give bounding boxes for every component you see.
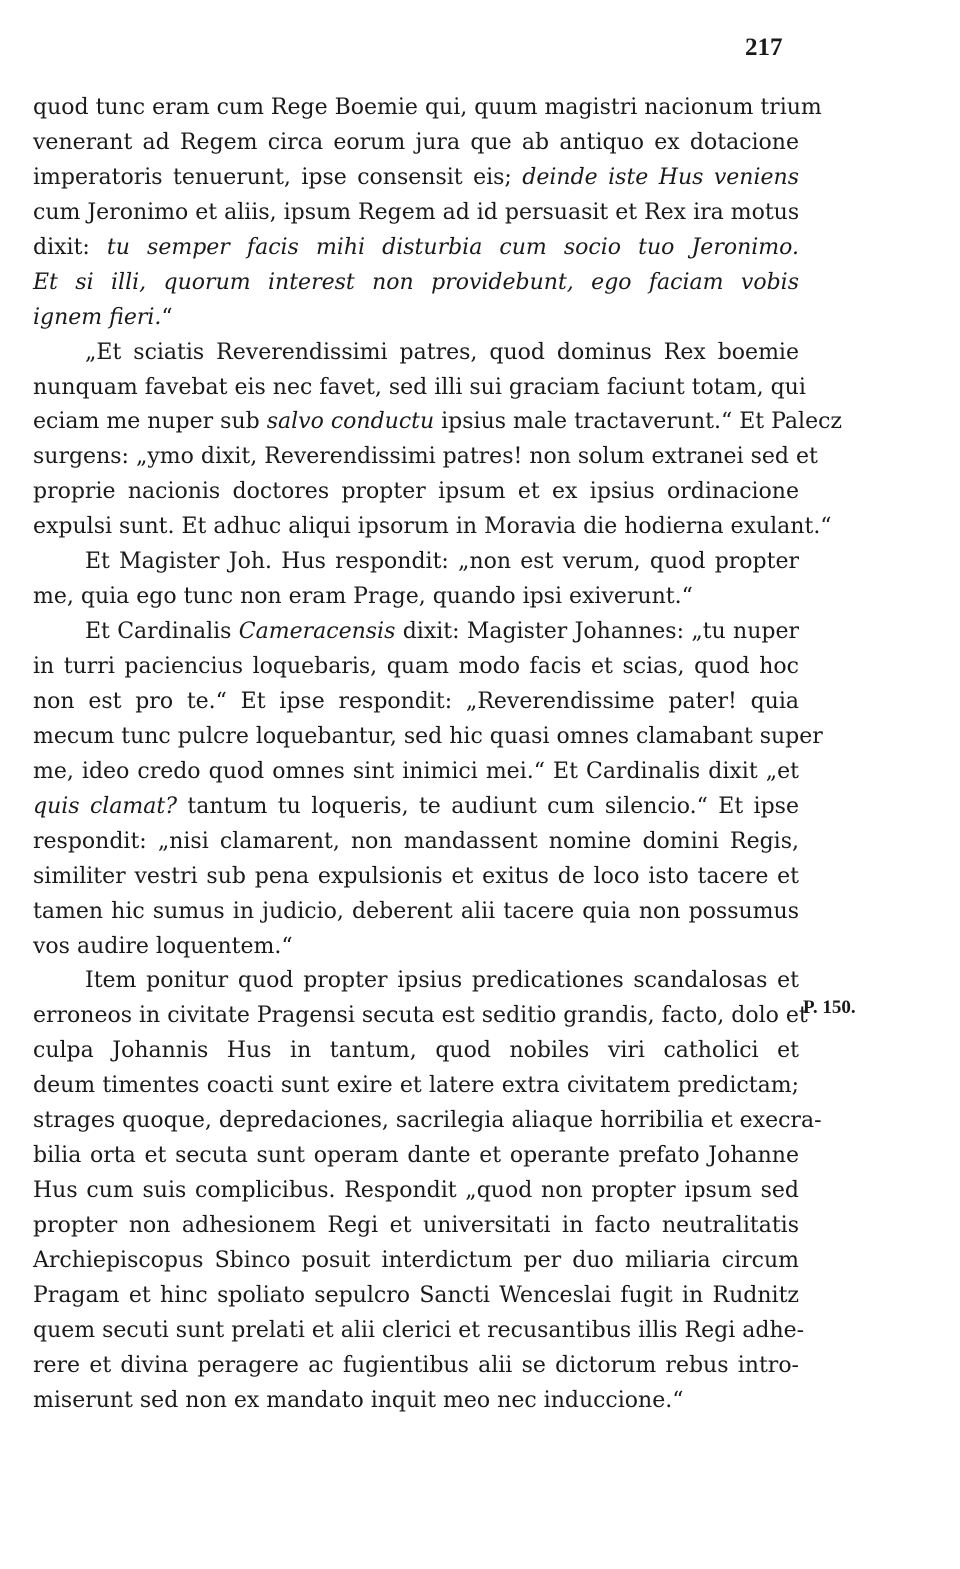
text-run: dixit: Magister Johannes: „tu nuper <box>395 619 799 645</box>
text-line <box>33 720 823 755</box>
text-run: tamen hic sumus in judicio, deberent alii tacere quia non possumus <box>33 898 799 924</box>
text-run: me, quia ego tunc non eram Prage, quando ipsi exiverunt.“ <box>33 584 693 610</box>
text-line <box>33 440 818 475</box>
text-run: proprie nacionis doctores propter ipsum et ex ipsius ordinacione <box>33 479 799 505</box>
text-run: nunquam favebat eis nec favet, sed illi sui graciam faciunt totam, qui <box>33 374 806 400</box>
text-run: similiter vestri sub pena expulsionis et exitus de loco isto tacere et <box>33 863 799 889</box>
italic-text: salvo conductu <box>266 409 435 435</box>
text-run: culpa Johannis Hus in tantum, quod nobiles viri catholici et <box>33 1038 799 1064</box>
text-line <box>33 895 799 930</box>
text-run: erroneos in civitate Pragensi secuta est seditio grandis, facto, dolo et <box>33 1003 808 1029</box>
italic-text: Cameracensis <box>238 619 396 645</box>
text-line <box>33 1349 799 1384</box>
text-run: me, ideo credo quod omnes sint inimici mei.“ Et Cardinalis dixit „et <box>33 758 799 784</box>
italic-text: tu semper facis mihi disturbia cum socio tuo Jeronimo. <box>106 234 799 260</box>
text-run: strages quoque, depredaciones, sacrilegia aliaque horribilia et execra- <box>33 1108 822 1134</box>
text-line <box>33 615 799 650</box>
text-run: surgens: „ymo dixit, Reverendissimi patres! non solum extranei sed et <box>33 444 818 470</box>
text-line <box>33 336 799 371</box>
text-run: cum Jeronimo et aliis, ipsum Regem ad id persuasit et Rex ira motus <box>33 199 800 225</box>
text-line <box>33 1104 822 1139</box>
text-run: Et Magister Joh. Hus respondit: „non est verum, quod propter <box>85 549 799 575</box>
text-run: venerant ad Regem circa eorum jura que ab antiquo ex dotacione <box>33 129 799 155</box>
text-run: “ <box>161 304 173 330</box>
text-run: miserunt sed non ex mandato inquit meo nec induccione.“ <box>33 1387 684 1413</box>
text-run: deum timentes coacti sunt exire et latere extra civitatem predictam; <box>33 1073 799 1099</box>
text-run: tantum tu loqueris, te audiunt cum silencio.“ Et ipse <box>177 793 799 819</box>
text-line <box>33 126 799 161</box>
text-line <box>33 91 822 126</box>
text-run: imperatoris tenuerunt, ipse consensit eis; <box>33 164 523 190</box>
text-run: quod tunc eram cum Rege Boemie qui, quum magistri nacionum trium <box>33 95 822 120</box>
text-run: vos audire loquentem.“ <box>33 933 293 959</box>
text-run: „Et sciatis Reverendissimi patres, quod dominus Rex boemie <box>85 339 799 365</box>
text-line <box>33 301 799 336</box>
text-run: ipsius male tractaverunt.“ Et Palecz <box>434 409 842 435</box>
text-line <box>33 685 799 720</box>
text-run: in turri paciencius loquebaris, quam modo facis et scias, quod hoc <box>33 654 799 679</box>
text-run: Pragam et hinc spoliato sepulcro Sancti Wenceslai fugit in Rudnitz <box>33 1282 799 1308</box>
text-line <box>33 999 808 1034</box>
text-run: propter non adhesionem Regi et universitati in facto neutralitatis <box>33 1213 799 1238</box>
text-run: respondit: „nisi clamarent, non mandassent nomine domini Regis, <box>33 828 799 854</box>
text-run: rere et divina peragere ac fugientibus alii se dictorum rebus intro- <box>33 1352 799 1378</box>
text-line <box>33 650 799 685</box>
text-run: dixit: <box>33 234 107 260</box>
text-line <box>33 1384 799 1419</box>
margin-note: P. 150. <box>803 997 856 1018</box>
text-line <box>33 266 799 301</box>
text-run: non est pro te.“ Et ipse respondit: „Reverendissime pater! quia <box>33 688 799 714</box>
text-run: quem secuti sunt prelati et alii clerici et recusantibus illis Regi adhe- <box>33 1317 805 1343</box>
italic-text: deinde iste Hus veniens <box>522 164 799 190</box>
text-line <box>33 1139 799 1174</box>
text-line <box>33 405 842 440</box>
text-line <box>33 231 799 266</box>
text-run: mecum tunc pulcre loquebantur, sed hic quasi omnes clamabant super <box>33 723 823 749</box>
text-run: Et Cardinalis <box>85 619 239 645</box>
text-line <box>33 1314 805 1349</box>
text-line <box>33 161 799 196</box>
text-line <box>33 860 799 895</box>
italic-text: Et si illi, quorum interest non providebunt, ego faciam vobis <box>33 269 799 295</box>
text-line <box>33 1034 799 1069</box>
text-line <box>33 196 799 231</box>
text-line <box>33 755 799 790</box>
text-line <box>33 930 799 965</box>
text-line <box>33 1209 799 1244</box>
text-run: eciam me nuper sub <box>33 409 267 435</box>
text-line <box>33 371 806 406</box>
italic-text: quis clamat? <box>33 793 178 819</box>
text-line <box>33 475 799 510</box>
text-line <box>33 1174 799 1209</box>
text-line <box>33 1069 799 1104</box>
text-run: bilia orta et secuta sunt operam dante et operante prefato Johanne <box>33 1143 799 1169</box>
page-number: 217 <box>745 34 783 61</box>
text-run: Archiepiscopus Sbinco posuit interdictum per duo miliaria circum <box>33 1247 799 1273</box>
text-line <box>33 964 799 999</box>
text-line <box>33 825 799 860</box>
text-line <box>33 545 799 580</box>
text-run: expulsi sunt. Et adhuc aliqui ipsorum in Moravia die hodierna exulant.“ <box>33 514 832 540</box>
text-line <box>33 1279 799 1314</box>
text-run: Hus cum suis complicibus. Respondit „quod non propter ipsum sed <box>33 1178 799 1204</box>
text-line <box>33 1244 799 1279</box>
text-line <box>33 580 799 615</box>
text-line <box>33 790 799 825</box>
italic-text: ignem fieri. <box>33 304 162 330</box>
text-run: Item ponitur quod propter ipsius predicationes scandalosas et <box>85 968 799 994</box>
text-line <box>33 510 832 545</box>
